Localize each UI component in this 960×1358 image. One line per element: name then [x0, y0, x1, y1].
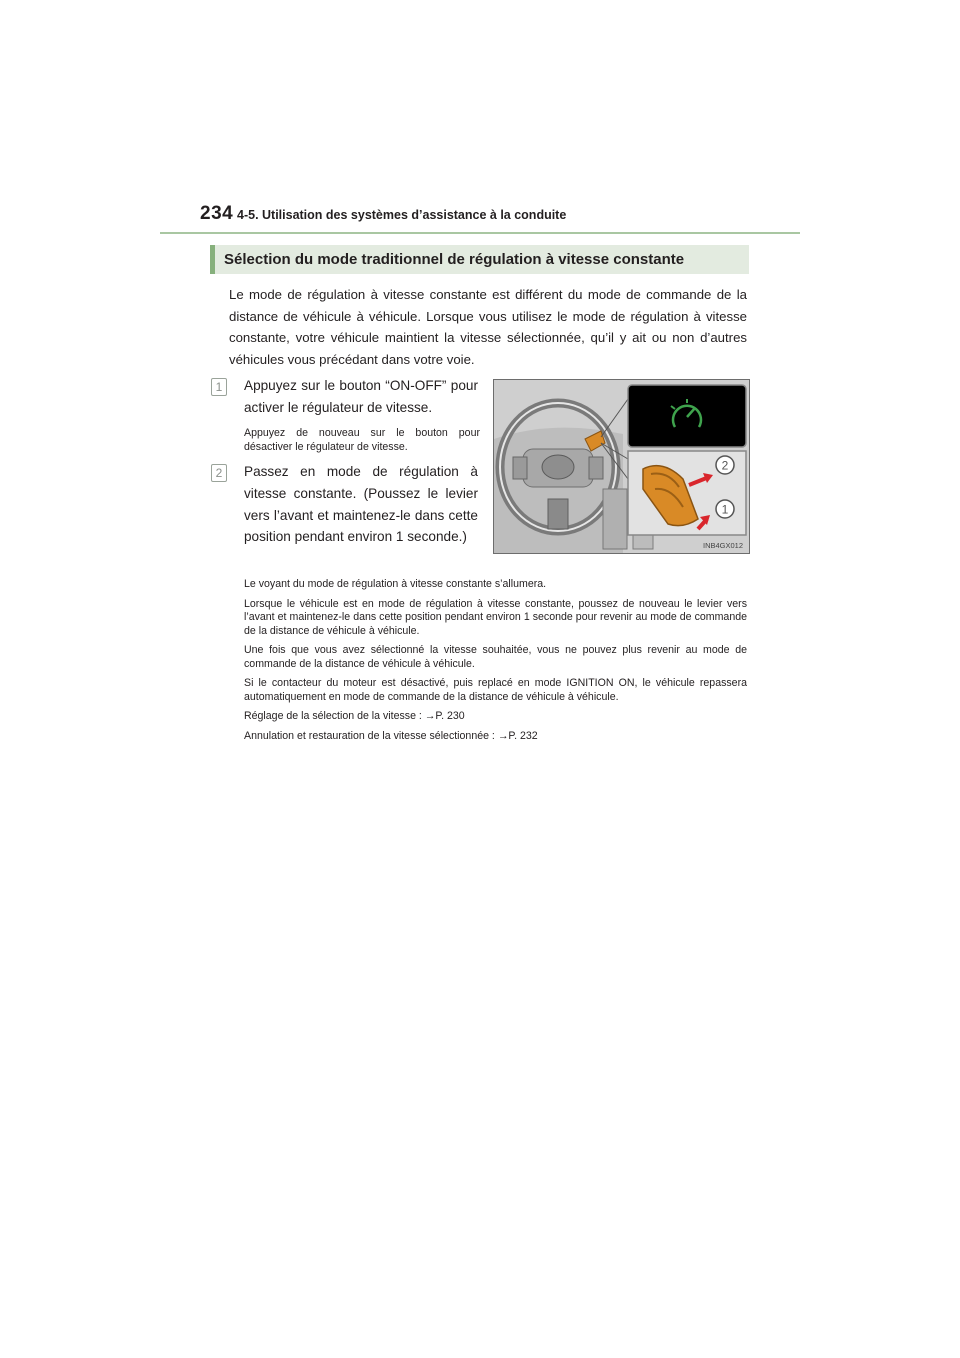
figure-code: INB4GX012 [703, 541, 744, 550]
notes-block [244, 578, 747, 749]
header-divider [160, 232, 800, 234]
page-header [200, 203, 800, 233]
step-1-badge: 1 [211, 378, 227, 396]
step-1-text: Appuyez sur le bouton “ON-OFF” pour activer le régulateur de vitesse. [244, 378, 478, 415]
section-title: Sélection du mode traditionnel de régulation à vitesse constante [224, 251, 685, 268]
section-accent [210, 245, 215, 274]
intro-paragraph: Le mode de régulation à vitesse constante est différent du mode de commande de la distance de véhicule à véhicule. Lorsque vous utilisez le mode de régulation à vitesse constante, votre véhicule maintient la vitesse sélectionnée, qu’il y ait ou non d’autres véhicules vous précédant dans votre voie. [229, 287, 747, 367]
note-item: Le voyant du mode de régulation à vitesse constante s’allumera. [244, 578, 547, 590]
callout-2-label: 2 [721, 458, 729, 473]
step-2-badge: 2 [211, 464, 227, 482]
dashboard-illustration [493, 379, 750, 554]
callout-1-label: 1 [721, 502, 729, 517]
note-item: Si le contacteur du moteur est désactivé, puis replacé en mode IGNITION ON, le véhicule repassera automatiquement en mode de commande de la distance de véhicule à véhicule. [244, 677, 747, 703]
chapter-title: 4-5. Utilisation des systèmes d’assistance à la conduite [237, 208, 567, 222]
section-heading-bar [210, 245, 749, 274]
note-item: Une fois que vous avez sélectionné la vitesse souhaitée, vous ne pouvez plus revenir au mode de commande de la distance de véhicule à véhicule. [244, 644, 747, 670]
note-item: Lorsque le véhicule est en mode de régulation à vitesse constante, poussez de nouveau le levier vers l’avant et maintenez-le dans cette position pendant environ 1 seconde pour revenir au mode de commande de la distance de véhicule à véhicule. [244, 597, 747, 637]
dashboard-illustration-svg [493, 379, 750, 554]
step-1-note: Appuyez de nouveau sur le bouton pour désactiver le régulateur de vitesse. [244, 427, 480, 453]
page-number: 234 [200, 203, 234, 224]
cross-reference-link[interactable]: Annulation et restauration de la vitesse sélectionnée : →P. 232 [244, 729, 538, 742]
step-2-text: Passez en mode de régulation à vitesse constante. (Poussez le levier vers l’avant et maintenez-le dans cette position pendant environ 1 seconde.) [244, 464, 478, 545]
cross-reference-link[interactable]: Réglage de la sélection de la vitesse : →P. 230 [244, 710, 465, 722]
